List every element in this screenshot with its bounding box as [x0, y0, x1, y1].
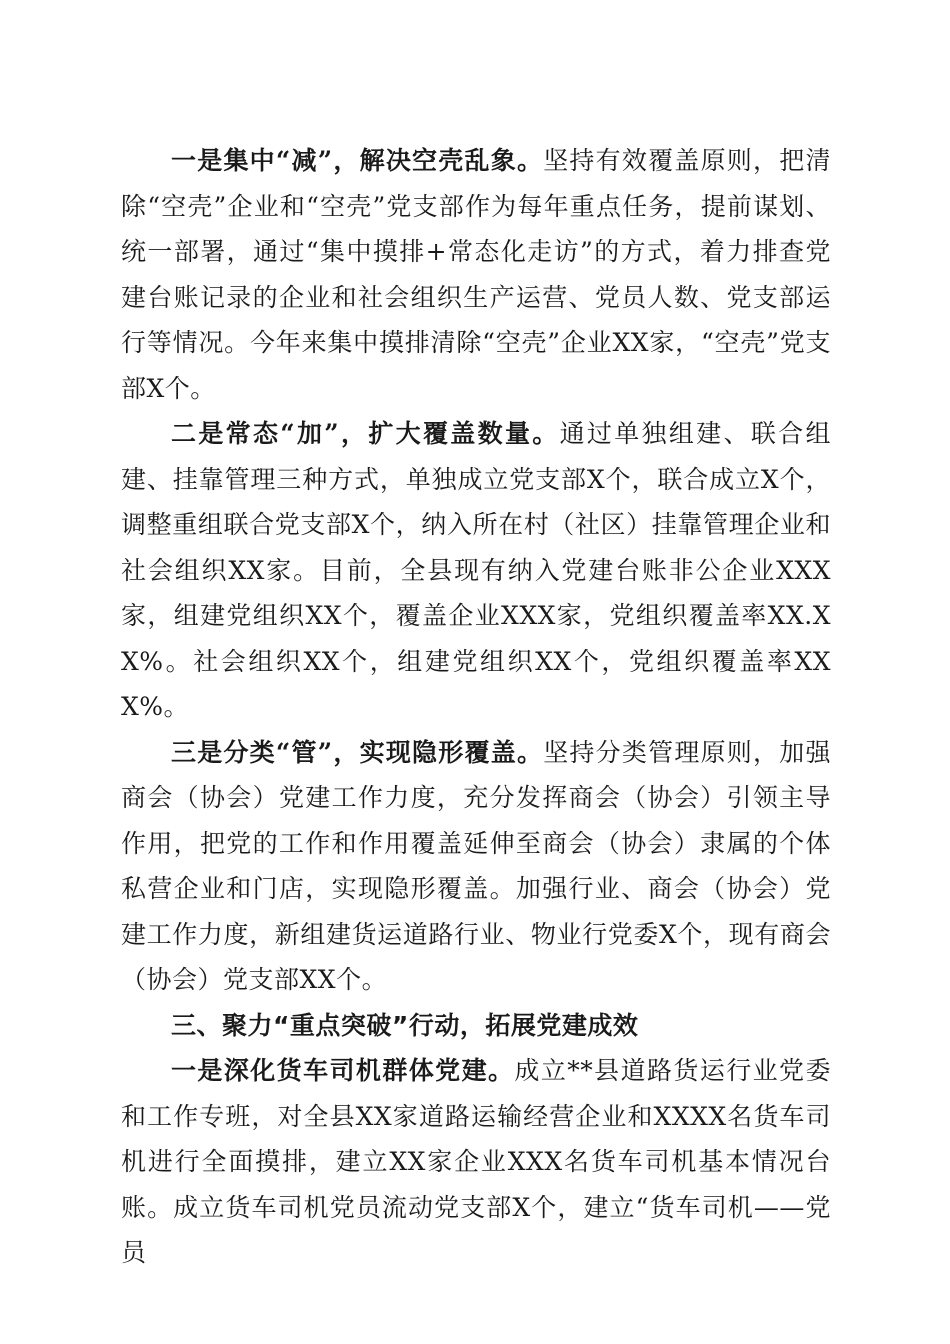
- paragraph-lead: 三是分类“管”，实现隐形覆盖。: [171, 737, 544, 767]
- paragraph-body: 成立**县道路货运行业党委和工作专班，对全县XX家道路运输经营企业和XXXX名货车司机进行全面摸排，建立XX家企业XXX名货车司机基本情况台账。成立货车司机党员流动党支部X个，建立“货车司机——党员: [121, 1056, 831, 1267]
- paragraph-body: 通过单独组建、联合组建、挂靠管理三种方式，单独成立党支部X个，联合成立X个，调整重组联合党支部X个，纳入所在村（社区）挂靠管理企业和社会组织XX家。目前，全县现有纳入党建台账非公企业XXX家，组建党组织XX个，覆盖企业XXX家，党组织覆盖率XX.XX%。社会组织XX个，组建党组织XX个，党组织覆盖率XXX%。: [121, 419, 831, 721]
- section-heading: 三、聚力“重点突破”行动，拓展党建成效: [171, 1010, 639, 1040]
- paragraph-lead: 二是常态“加”，扩大覆盖数量。: [171, 419, 560, 448]
- paragraph-truck-drivers: [121, 1048, 831, 1276]
- paragraph-body: 坚持有效覆盖原则，把清除“空壳”企业和“空壳”党支部作为每年重点任务，提前谋划、统一部署，通过“集中摸排+常态化走访”的方式，着力排查党建台账记录的企业和社会组织生产运营、党员人数、党支部运行等情况。今年来集中摸排清除“空壳”企业XX家，“空壳”党支部X个。: [121, 146, 831, 403]
- paragraph-lead: 一是深化货车司机群体党建。: [171, 1056, 515, 1085]
- paragraph-reduce: [121, 138, 831, 411]
- document-page: [121, 138, 831, 1276]
- paragraph-manage: [121, 730, 831, 1003]
- paragraph-body: 坚持分类管理原则，加强商会（协会）党建工作力度，充分发挥商会（协会）引领主导作用，把党的工作和作用覆盖延伸至商会（协会）隶属的个体私营企业和门店，实现隐形覆盖。加强行业、商会（协会）党建工作力度，新组建货运道路行业、物业行党委X个，现有商会（协会）党支部XX个。: [121, 737, 831, 994]
- paragraph-lead: 一是集中“减”，解决空壳乱象。: [171, 146, 544, 175]
- paragraph-add: [121, 411, 831, 730]
